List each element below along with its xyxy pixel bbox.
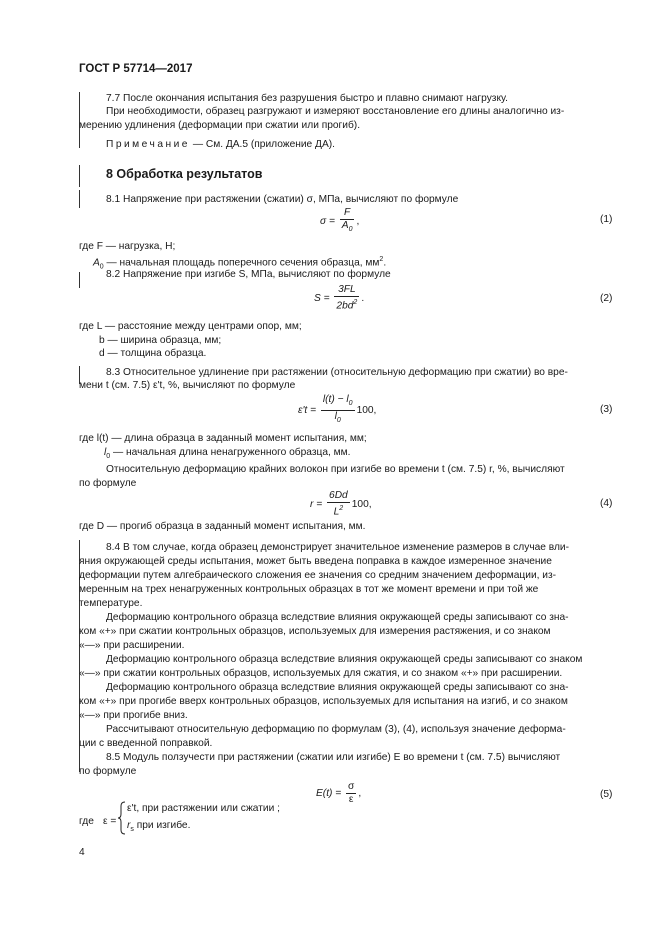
para-8-2: 8.2 Напряжение при изгибе S, МПа, вычисляют по формуле (106, 269, 391, 280)
para-8-4-l12: ком «+» при прогибе вверх контрольных образцов, используемых для испытания на изгиб, и со знаком (79, 696, 568, 707)
para-8-5-cont: по формуле (79, 766, 137, 777)
change-bar (79, 272, 80, 288)
para-7-7-cont2: мерению удлинения (деформации при сжатии или прогиб). (79, 120, 361, 131)
where-f: где F — нагрузка, Н; (79, 241, 176, 252)
formula-4 (310, 490, 372, 518)
definition: — начальная площадь поперечного сечения образца, мм (103, 257, 380, 269)
where-l: где L — расстояние между центрами опор, мм; (79, 321, 302, 332)
formula-1 (320, 207, 359, 236)
note-text: — См. ДА.5 (приложение ДА). (192, 139, 335, 150)
eps-lhs: ε = (103, 816, 117, 827)
where-label: где (79, 816, 94, 827)
den-sub: 0 (336, 417, 341, 425)
den-sub: 0 (348, 226, 353, 234)
where-d: d — толщина образца. (99, 348, 207, 359)
fraction (327, 490, 350, 518)
symbol-sub: 0 (106, 453, 111, 461)
denominator: ε (348, 794, 354, 805)
den-symbol: 2bd (336, 300, 354, 312)
fraction (321, 394, 355, 427)
case-tension: ε't, при растяжении или сжатии ; (127, 803, 280, 814)
numerator: σ (348, 781, 355, 792)
case-bending (127, 819, 190, 837)
para-8-3: 8.3 Относительное удлинение при растяжении (относительную деформацию при сжатии) во вре- (106, 367, 568, 378)
para-bending: Относительную деформацию крайних волокон при изгибе во времени t (см. 7.5) r, %, вычисляют (106, 464, 565, 475)
eq-number-5: (5) (600, 789, 613, 800)
where-d-deflection: где D — прогиб образца в заданный момент испытания, мм. (79, 521, 366, 532)
formula-tail: . (361, 292, 365, 304)
para-8-4-l5: температуре. (79, 598, 143, 609)
formula-lhs: S = (314, 292, 330, 304)
change-bar (79, 165, 80, 187)
numerator: 6Dd (329, 490, 348, 501)
para-8-1: 8.1 Напряжение при растяжении (сжатии) σ, МПа, вычисляют по формуле (106, 194, 459, 205)
para-8-4: 8.4 В том случае, когда образец демонстрирует значительное изменение размеров в случае вли- (106, 542, 569, 553)
denominator (340, 220, 355, 236)
formula-2 (314, 284, 364, 312)
para-bending-cont: по формуле (79, 478, 137, 489)
document-id: ГОСТ Р 57714—2017 (79, 63, 193, 75)
numerator: F (340, 207, 355, 220)
case-text: при изгибе. (133, 820, 191, 831)
page-number: 4 (79, 847, 85, 858)
para-8-4-l10: «—» при сжатии контрольных образцов, используемых для сжатия, и со знаком «+» при расширении. (79, 668, 563, 679)
para-8-4-l3: деформации путем алгебраического сложения ее значения со средним значением деформации, из- (79, 570, 557, 581)
formula-lhs: ε't = (298, 405, 317, 417)
den-sup: 2 (353, 299, 358, 306)
note (106, 138, 335, 152)
eq-number-1: (1) (600, 214, 613, 225)
unit-sup: 2 (379, 256, 384, 263)
definition-end: . (383, 257, 387, 269)
para-8-4-l4: меренным на трех ненагруженных контрольных образцах в тот же момент времени и при той же (79, 584, 539, 595)
formula-lhs: σ = (320, 216, 335, 228)
para-8-4-l8: «—» при расширении. (79, 640, 185, 651)
para-8-5: 8.5 Модуль ползучести при растяжении (сжатии или изгибе) E во времени t (см. 7.5) вычисляют (106, 752, 561, 763)
formula-tail: , (358, 788, 362, 800)
para-8-4-l11: Деформацию контрольного образца вследствие влияния окружающей среды записывают со зна- (106, 682, 569, 693)
para-8-4-l13: «—» при прогибе вниз. (79, 710, 188, 721)
para-8-4-l14: Рассчитывают относительную деформацию по формулам (3), (4), используя значение деформа- (106, 724, 566, 735)
den-symbol: l (334, 411, 337, 423)
denominator (321, 411, 355, 427)
numerator: 3FL (334, 284, 359, 297)
formula-tail: 100, (356, 405, 377, 417)
symbol: r (127, 820, 131, 831)
section-title: 8 Обработка результатов (106, 167, 263, 181)
fraction (340, 207, 355, 236)
para-8-3-cont: мени t (см. 7.5) ε't, %, вычисляют по формуле (79, 380, 296, 391)
para-7-7-cont: При необходимости, образец разгружают и измеряют восстановление его длины аналогично из- (106, 106, 565, 117)
eq-number-3: (3) (600, 404, 613, 415)
formula-lhs: r = (310, 498, 323, 510)
denominator (327, 503, 350, 518)
change-bar (79, 190, 80, 208)
para-8-4-l15: ции с введенной поправкой. (79, 738, 213, 749)
denominator (334, 297, 359, 312)
where-lt: где l(t) — длина образца в заданный момент испытания, мм; (79, 433, 367, 444)
para-8-4-l2: яния окружающей среды испытания, может быть введена поправка в каждое измеренное значение (79, 556, 552, 567)
symbol-sub: s (130, 826, 134, 834)
symbol-sub: 0 (99, 263, 104, 271)
eq-number-2: (2) (600, 293, 613, 304)
num-text: l(t) − l (322, 394, 349, 405)
formula-3 (298, 394, 376, 427)
where-l0 (104, 446, 351, 464)
numerator (321, 394, 355, 411)
formula-tail: , (356, 216, 360, 228)
formula-lhs: E(t) = (316, 788, 342, 800)
formula-5 (316, 781, 361, 806)
fraction (346, 781, 356, 806)
fraction (334, 284, 359, 312)
den-symbol: L (333, 506, 340, 518)
left-brace (118, 801, 126, 835)
para-8-4-l9: Деформацию контрольного образца вследствие влияния окружающей среды записывают со знаком (106, 654, 583, 665)
para-8-4-l6: Деформацию контрольного образца вследствие влияния окружающей среды записывают со зна- (106, 612, 569, 623)
symbol: A (93, 257, 100, 269)
den-sup: 2 (339, 505, 344, 512)
para-7-7: 7.7 После окончания испытания без разрушения быстро и плавно снимают нагрузку. (106, 93, 508, 104)
definition: — начальная длина ненагруженного образца, мм. (110, 447, 351, 458)
symbol: l (104, 447, 107, 458)
formula-tail: 100, (351, 498, 372, 510)
para-8-4-l7: ком «+» при сжатии контрольных образцов, используемых для измерения растяжения, и со знаком (79, 626, 551, 637)
note-label: Примечание (106, 139, 190, 150)
where-b: b — ширина образца, мм; (99, 335, 222, 346)
den-symbol: A (341, 220, 349, 231)
eq-number-4: (4) (600, 498, 613, 509)
num-sub: 0 (348, 400, 353, 408)
